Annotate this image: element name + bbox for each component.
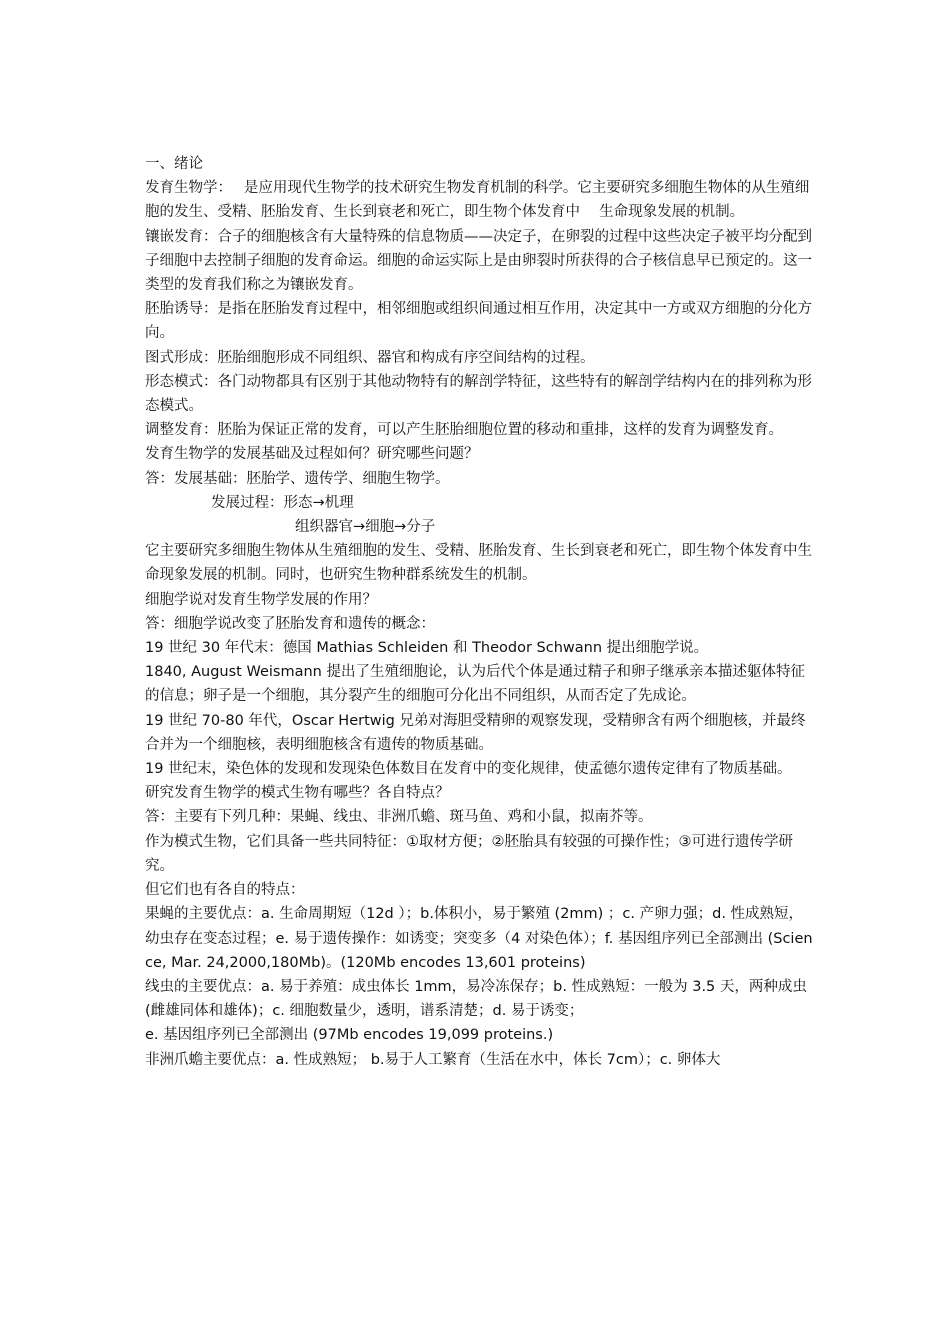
question-1: 发育生物学的发展基础及过程如何？研究哪些问题？ — [145, 446, 479, 463]
history-item: 1840, August Weismann 提出了生殖细胞论，认为后代个体是通过精子和卵子继承亲本描述躯体特征的信息；卵子是一个细胞，其分裂产生的细胞可分化出不同组织，从而否定了先成论。 — [145, 664, 805, 705]
section-heading: 一、绪论 — [145, 156, 203, 172]
answer-3-list: 答：主要有下列几种：果蝇、线虫、非洲爪蟾、斑马鱼、鸡和小鼠，拟南芥等。 — [145, 809, 653, 826]
definition-developmental-biology: 发育生物学： 是应用现代生物学的技术研究生物发育机制的科学。它主要研究多细胞生物体的从生殖细胞的发生、受精、胚胎发育、生长到衰老和死亡，即生物个体发育中 生命现象发展的机制。 — [145, 180, 810, 221]
xenopus-advantages: 非洲爪蟾主要优点：a. 性成熟短； b.易于人工繁育（生活在水中，体长 7cm）；c. 卵体大 — [145, 1051, 721, 1068]
definition-regulative-development: 调整发育：胚胎为保证正常的发育，可以产生胚胎细胞位置的移动和重排，这样的发育为调整发育。 — [145, 422, 783, 439]
answer-2-intro: 答：细胞学说改变了胚胎发育和遗传的概念： — [145, 615, 435, 632]
question-3: 研究发育生物学的模式生物有哪些？各自特点？ — [145, 785, 450, 802]
document-body — [145, 152, 817, 1072]
history-item: 19 世纪 30 年代末：德国 Mathias Schleiden 和 Theodor Schwann 提出细胞学说。 — [145, 640, 709, 657]
answer-1-summary: 它主要研究多细胞生物体从生殖细胞的发生、受精、胚胎发育、生长到衰老和死亡，即生物个体发育中生命现象发展的机制。同时，也研究生物种群系统发生的机制。 — [145, 543, 812, 584]
answer-1-process: 发展过程：形态→机理 — [211, 494, 354, 511]
answer-1-process-levels: 组织器官→细胞→分子 — [295, 519, 436, 536]
definition-pattern-formation: 图式形成：胚胎细胞形成不同组织、器官和构成有序空间结构的过程。 — [145, 349, 595, 366]
answer-3-common: 作为模式生物，它们具备一些共同特征：①取材方便；②胚胎具有较强的可操作性；③可进行遗传学研究。 — [145, 833, 793, 874]
answer-1-basis: 答：发展基础：胚胎学、遗传学、细胞生物学。 — [145, 470, 450, 487]
definition-embryonic-induction: 胚胎诱导：是指在胚胎发育过程中，相邻细胞或组织间通过相互作用，决定其中一方或双方细胞的分化方向。 — [145, 301, 812, 342]
nematode-advantages: 线虫的主要优点：a. 易于养殖：成虫体长 1mm，易冷冻保存；b. 性成熟短：一般为 3.5 天，两种成虫(雌雄同体和雄体)；c. 细胞数量少，透明，谱系清楚；d. 易于诱变； — [145, 978, 807, 1020]
history-item: 19 世纪 70-80 年代，Oscar Hertwig 兄弟对海胆受精卵的观察发现，受精卵含有两个细胞核，并最终合并为一个细胞核，表明细胞核含有遗传的物质基础。 — [145, 712, 806, 753]
question-2: 细胞学说对发育生物学发展的作用？ — [145, 591, 377, 608]
history-item: 19 世纪末，染色体的发现和发现染色体数目在发育中的变化规律，使孟德尔遗传定律有了物质基础。 — [145, 761, 792, 778]
definition-morphological-pattern: 形态模式：各门动物都具有区别于其他动物特有的解剖学特征，这些特有的解剖学结构内在的排列称为形态模式。 — [145, 373, 812, 415]
nematode-genome: e. 基因组序列已全部测出 (97Mb encodes 19,099 proteins.) — [145, 1027, 554, 1044]
answer-3-specific-intro: 但它们也有各自的特点： — [145, 882, 305, 899]
drosophila-advantages: 果蝇的主要优点：a. 生命周期短（12d ）；b.体积小，易于繁殖 (2mm) ；c. 产卵力强；d. 性成熟短，幼虫存在变态过程；e. 易于遗传操作：如诱变；突变多（4 对染色体）；f. 基因组序列已全部测出 (Science, Mar. 24,2000,180Mb)。(120Mb encodes 13,601 proteins) — [145, 906, 813, 971]
definition-mosaic-development: 镶嵌发育：合子的细胞核含有大量特殊的信息物质——决定子，在卵裂的过程中这些决定子被平均分配到子细胞中去控制子细胞的发育命运。细胞的命运实际上是由卵裂时所获得的合子核信息早已预定的。这一类型的发育我们称之为镶嵌发育。 — [145, 228, 812, 294]
